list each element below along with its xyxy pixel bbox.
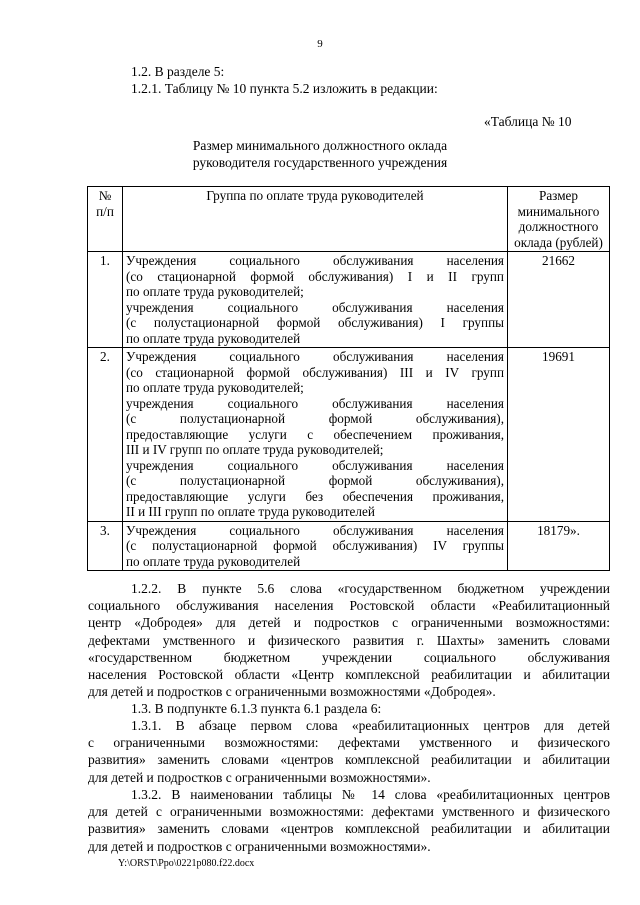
paragraph-line: 1.3.2. В наименовании таблицы № 14 слова «реабилитационных центров [131,787,610,802]
table-title-line-2: руководителя государственного учреждения [192,155,448,170]
header-size-line: Размер [538,188,578,203]
paragraph-line: с ограниченными возможностями: дефектами умственного и физического [88,735,610,751]
paragraph-line: для детей с ограниченными возможностями: дефектами умственного и физического [88,804,610,820]
row-text-line: (со стационарной формой обслуживания) III и IV групп [126,364,504,380]
row-text-line: (с полустационарной формой обслуживания), [126,411,504,426]
paragraph-line: социального обслуживания населения Ростовской области «Реабилитационный [88,598,610,614]
row-text-line: по оплате труда руководителей [126,553,301,569]
row-text-line: Учреждения социального обслуживания населения [126,253,504,268]
paragraph-line: «государственном бюджетном учреждении социального обслуживания [88,649,610,665]
paragraph-line: развития» заменить словами «центров комплексной реабилитации и абилитации [88,821,610,837]
row-text-line: (с полустационарной формой обслуживания) IV группы [126,538,504,553]
row-size: 18179». [508,521,610,571]
header-size-line: оклада (рублей) [514,234,603,250]
header-size-line: минимального [517,203,600,219]
paragraph-line: для детей и подростков с ограниченными возможностями «Добродея». [88,684,496,700]
row-text-line: предоставляющие услуги без обеспечения проживания, [126,488,504,504]
paragraph-line: 1.2.2. В пункте 5.6 слова «государственном бюджетном учреждении [131,581,610,596]
paragraph-line: 1.3. В подпункте 6.1.3 пункта 6.1 раздела 6: [131,701,382,716]
row-text-line: Учреждения социального обслуживания населения [126,522,504,538]
row-size: 19691 [508,348,610,522]
row-text-line: (с полустационарной формой обслуживания) I группы [126,315,504,330]
paragraph-line: 1.3.1. В абзаце первом слова «реабилитационных центров для детей [131,718,610,733]
row-number: 2. [88,348,123,522]
table-row [88,348,610,522]
row-size: 21662 [508,252,610,348]
header-number-line: № [98,188,112,203]
paragraph-line: центр «Добродея» для детей и подростков с ограниченными возможностями: [88,615,610,631]
row-text-line: II и III групп по оплате труда руководителей [126,504,375,519]
row-text-line: (со стационарной формой обслуживания) I и II групп [126,268,504,284]
row-group [123,348,508,522]
paragraph-line: населения Ростовской области «Центр комплексной реабилитации и абилитации [88,667,610,683]
row-group [123,252,508,348]
row-text-line: учреждения социального обслуживания населения [126,299,504,315]
header-size-line: должностного [518,219,599,234]
section-heading: 1.2. В разделе 5: [131,64,225,79]
table-row [88,521,610,571]
row-text-line: учреждения социального обслуживания населения [126,395,504,411]
header-number-line: п/п [96,203,114,219]
row-text-line: по оплате труда руководителей; [126,380,304,395]
paragraph-line: развития» заменить словами «центров комплексной реабилитации и абилитации [88,752,610,768]
paragraph-line: для детей и подростков с ограниченными возможностями». [88,769,431,785]
subsection-heading: 1.2.1. Таблицу № 10 пункта 5.2 изложить в редакции: [131,81,438,96]
row-text-line: предоставляющие услуги с обеспечением проживания, [126,426,504,442]
page-number: 9 [317,38,323,50]
paragraph-1-3 [118,700,610,717]
salary-table [87,186,610,571]
row-text-line: (с полустационарной формой обслуживания), [126,473,504,488]
table-header-row [88,187,610,252]
row-text-line: учреждения социального обслуживания населения [126,457,504,473]
paragraph-1-3-2 [88,786,610,855]
paragraph-1-3-1 [88,717,610,786]
table-row [88,252,610,348]
row-text-line: по оплате труда руководителей; [126,284,304,299]
header-group: Группа по оплате труда руководителей [123,187,508,252]
row-number: 3. [88,521,123,571]
paragraph-line: дефектами умственного и физического развития г. Шахты» заменить словами [88,632,610,648]
header-size [508,187,610,252]
header-number [88,187,123,252]
table-title-line-1: Размер минимального должностного оклада [192,138,448,153]
row-text-line: Учреждения социального обслуживания населения [126,349,504,364]
row-text-line: по оплате труда руководителей [126,330,301,346]
row-number: 1. [88,252,123,348]
paragraph-line: для детей и подростков с ограниченными возможностями». [88,838,431,854]
file-path-footer: Y:\ORST\Ppo\0221p080.f22.docx [118,858,255,869]
paragraph-1-2-2 [88,580,610,700]
row-group [123,521,508,571]
row-text-line: III и IV групп по оплате труда руководителей; [126,442,384,457]
table-label: «Таблица № 10 [484,114,572,129]
